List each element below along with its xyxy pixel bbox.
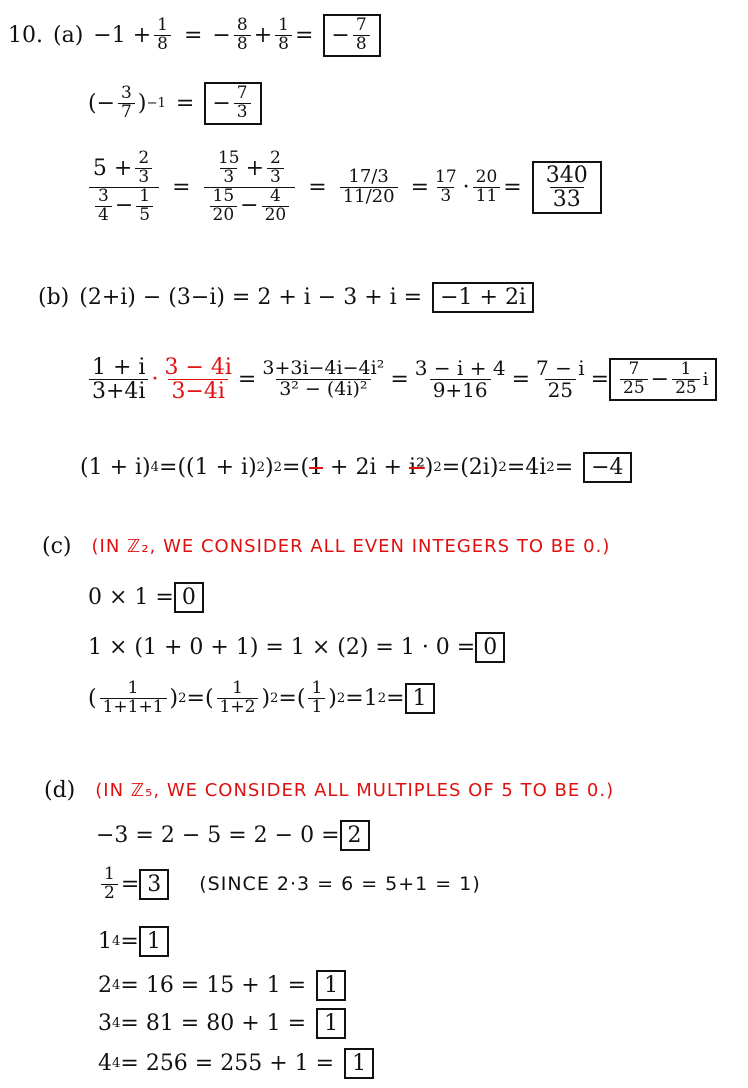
a3-equals-1: = — [172, 174, 191, 200]
b2-equals-1: = — [237, 367, 257, 393]
b3-equals-3: = — [441, 455, 461, 480]
part-c-line-1 — [88, 582, 204, 613]
a3-complex-frac-3: $\frac{17/3}{11/20}$ — [340, 168, 398, 207]
a3-complex-frac-2: $\frac{15}{3}$ + $\frac{2}{3}$ $\frac{15}{20}$ − $\frac{4}{20}$ — [204, 150, 296, 224]
a2-answer-box: − $\frac{7}{3}$ — [204, 82, 261, 125]
d2-frac: $\frac{1}{2}$ — [101, 866, 118, 903]
c3-frac-1: $\frac{1}{1+1+1}$ — [100, 680, 167, 717]
part-d-line-1 — [96, 820, 370, 851]
a3-dot: · — [462, 174, 470, 200]
part-a-line-1 — [8, 14, 381, 57]
part-a-line-3 — [86, 150, 602, 224]
part-d-line-6: 4 4 = 256 = 255 + 1 = 1 — [98, 1048, 374, 1079]
d2-equals: = — [120, 871, 140, 897]
part-d-header — [44, 778, 614, 803]
b2-frac-4: $\frac{3 - i + 4}{9+16}$ — [414, 356, 506, 403]
a3-complex-frac-1: 5 + $\frac{2}{3}$ $\frac{3}{4}$ − $\frac{1}{5}$ — [89, 150, 159, 224]
part-c-line-2 — [88, 632, 505, 663]
b2-answer-box: $\frac{7}{25}$ − $\frac{1}{25}$ i — [609, 358, 716, 401]
a1-equals-1: = — [183, 22, 203, 48]
b3-answer-box: −4 — [583, 452, 631, 483]
d1-answer-box: 2 — [340, 820, 370, 851]
a3-frac-p1: $\frac{17}{3}$ — [435, 166, 457, 206]
part-c-header — [42, 534, 610, 559]
d2-since-note: (SINCE 2·3 = 6 = 5+1 = 1) — [199, 873, 481, 896]
a2-exponent: −1 — [146, 95, 166, 111]
a1-answer-box: − $\frac{7}{8}$ — [323, 14, 380, 57]
a2-open: (− — [88, 90, 116, 116]
b3-equals-2: = — [282, 455, 301, 480]
b3-equals-1: = — [159, 455, 178, 480]
c3-answer-box: 1 — [405, 683, 435, 714]
a2-close: ) — [137, 90, 147, 116]
a3-equals-3: = — [410, 174, 429, 200]
part-d-note: (IN ℤ₅, WE CONSIDER ALL MULTIPLES OF 5 TO BE 0.) — [95, 780, 615, 801]
part-a-line-2 — [88, 82, 262, 125]
c1-answer-box: 0 — [174, 582, 204, 613]
b3-equals-5: = — [554, 455, 574, 480]
part-d-label: (d) — [44, 778, 76, 803]
b1-lhs: (2+i) − (3−i) = 2 + i − 3 + i = — [79, 285, 423, 310]
a1-frac-3: $\frac{1}{8}$ — [275, 17, 292, 54]
a1-term: −1 + — [93, 22, 152, 48]
a2-equals: = — [175, 90, 195, 116]
a3-equals-2: = — [308, 174, 327, 200]
c3-equals-4: = — [386, 685, 405, 711]
c3-frac-3: $\frac{1}{1}$ — [308, 680, 325, 717]
b3-equals-4: = — [506, 455, 526, 480]
d2-answer-box: 3 — [139, 869, 169, 900]
c3-equals-2: = — [278, 685, 297, 711]
part-c-label: (c) — [42, 534, 72, 559]
a1-frac-1: $\frac{1}{8}$ — [154, 17, 171, 54]
b1-answer-box: −1 + 2i — [432, 282, 534, 313]
a2-frac: $\frac{3}{7}$ — [118, 85, 135, 122]
a1-frac-2: $\frac{8}{8}$ — [234, 17, 251, 54]
c2-lhs: 1 × (1 + 0 + 1) = 1 × (2) = 1 · 0 = — [88, 635, 476, 660]
c2-answer-box: 0 — [475, 632, 505, 663]
part-b-line-2 — [86, 356, 717, 403]
a1-plus: + — [253, 22, 273, 48]
b2-frac-5: $\frac{7 - i}{25}$ — [536, 356, 585, 403]
a3-frac-p2: $\frac{20}{11}$ — [473, 169, 501, 206]
b2-dot: · — [151, 367, 159, 393]
b2-equals-3: = — [511, 367, 530, 393]
d5-rhs: = 81 = 80 + 1 = — [120, 1011, 307, 1036]
c3-frac-2: $\frac{1}{1+2}$ — [217, 680, 259, 717]
b2-equals-2: = — [390, 367, 409, 393]
d3-answer-box: 1 — [139, 926, 169, 957]
d6-answer-box: 1 — [344, 1048, 374, 1079]
part-b-line-3: (1 + i) 4 = ((1 + i) 2 ) 2 = ( 1 + 2i + i² ) 2 = (2i) 2 = 4i 2 = −4 — [80, 452, 632, 483]
part-a-label: (a) — [53, 22, 84, 48]
b2-equals-4: = — [590, 367, 610, 393]
d1-lhs: −3 = 2 − 5 = 2 − 0 = — [96, 823, 340, 848]
part-b-label: (b) — [38, 285, 70, 310]
b2-frac-2-conjugate: $\frac{3 - 4i}{3-4i}$ — [164, 355, 232, 405]
c3-equals-1: = — [186, 685, 205, 711]
c1-lhs: 0 × 1 = — [88, 585, 174, 610]
part-d-line-2 — [98, 866, 481, 903]
a3-answer-box: $\frac{340}{33}$ — [532, 161, 602, 214]
d6-rhs: = 256 = 255 + 1 = — [120, 1051, 335, 1076]
d5-answer-box: 1 — [316, 1008, 346, 1039]
c3-equals-3: = — [345, 685, 364, 711]
d4-rhs: = 16 = 15 + 1 = — [120, 973, 307, 998]
d3-rhs: = — [120, 929, 139, 954]
problem-number: 10. — [8, 22, 43, 48]
d4-answer-box: 1 — [316, 970, 346, 1001]
a3-equals-4: = — [503, 174, 522, 200]
b2-frac-3: $\frac{\text{3+3i−4i−4i²}}{\text{3² − (4i)²}}$ — [262, 357, 385, 401]
part-d-line-5: 3 4 = 81 = 80 + 1 = 1 — [98, 1008, 346, 1039]
part-d-line-4: 2 4 = 16 = 15 + 1 = 1 — [98, 970, 346, 1001]
a1-minus: − — [212, 22, 231, 48]
b3-cancelled-isq: i² — [408, 455, 425, 480]
b3-cancelled-one: 1 — [309, 455, 324, 480]
b2-frac-1: $\frac{1 + i}{3+4i}$ — [89, 356, 148, 403]
part-c-line-3: ( $\frac{1}{1+1+1}$ ) 2 = ( $\frac{1}{1+2}$ ) 2 = ( $\frac{1}{1}$ ) 2 = 1 2 = 1 — [88, 680, 435, 717]
part-b-line-1 — [38, 282, 534, 313]
b3-p2: ((1 + i) — [177, 455, 257, 480]
part-d-line-3: 1 4 = 1 — [98, 926, 169, 957]
b3-p1: (1 + i) — [80, 455, 151, 480]
a1-equals-2: = — [294, 22, 314, 48]
part-c-note: (IN ℤ₂, WE CONSIDER ALL EVEN INTEGERS TO BE 0.) — [91, 536, 611, 557]
